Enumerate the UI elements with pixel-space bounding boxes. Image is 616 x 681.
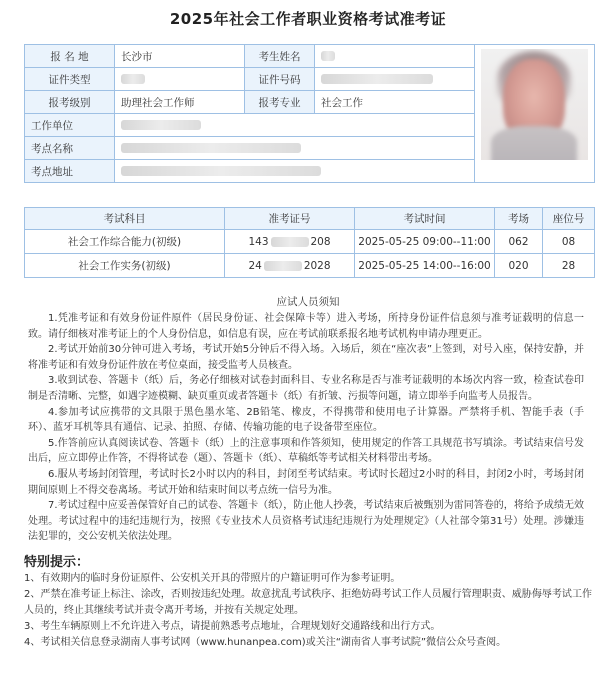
label-candidate-name: 考生姓名 [245, 45, 315, 68]
label-employer: 工作单位 [25, 114, 115, 137]
special-hints-title: 特别提示： [24, 555, 90, 570]
notice-item: 6.服从考场封闭管理，考试时长2小时以内的科目，封闭至考试结束。考试时长超过2小时的科目，封闭2小时，考场封闭期间原则上不得交卷离场。考试开始和结束时间以考点统一信号为准。 [28, 468, 584, 496]
exam-time: 2025-05-25 14:00--16:00 [355, 254, 495, 278]
value-id-number-redacted [315, 68, 475, 91]
notice-item: 7.考试过程中应妥善保管好自己的试卷、答题卡（纸），防止他人抄袭，考试结束后被甄别为雷同答卷的，将给予成绩无效处理。考试过程中的违纪违规行为，按照《专业技术人员资格考试违纪违规行为处理规定》（人社部令第31号）处理。涉嫌违法犯罪的，交公安机关依法处理。 [28, 500, 584, 543]
exam-subjects-table [24, 207, 595, 278]
value-exam-level: 助理社会工作师 [115, 91, 245, 114]
notice-title: 应试人员须知 [276, 296, 340, 308]
notice-item: 1.凭准考证和有效身份证件原件（居民身份证、社会保障卡等）进入考场，所持身份证件信息须与准考证载明的信息一致。请仔细核对准考证上的个人身份信息，如信息有误，应在考试前联系报名地考试机构申请办理更正。 [28, 313, 584, 340]
label-id-type: 证件类型 [25, 68, 115, 91]
hint-item: 4、考试相关信息登录湖南人事考试网（www.hunanpea.com)或关注“湖南省人事考试院”微信公众号查阅。 [24, 637, 507, 648]
admission-number: 24 2028 [225, 254, 355, 278]
hint-item: 3、考生车辆原则上不允许进入考点，请提前熟悉考点地址，合理规划好交通路线和出行方式。 [24, 621, 441, 632]
value-test-center-address-redacted [115, 160, 475, 183]
candidate-photo [475, 45, 595, 183]
subject-name: 社会工作综合能力(初级) [25, 230, 225, 254]
value-exam-major: 社会工作 [315, 91, 475, 114]
header-admission-number: 准考证号 [225, 208, 355, 230]
exam-time: 2025-05-25 09:00--11:00 [355, 230, 495, 254]
info-row-registration [25, 45, 595, 68]
table-row [25, 254, 595, 278]
subjects-header-row [25, 208, 595, 230]
admission-number: 143 208 [225, 230, 355, 254]
value-candidate-name-redacted [315, 45, 475, 68]
seat-number: 08 [543, 230, 595, 254]
header-room: 考场 [495, 208, 543, 230]
label-test-center-name: 考点名称 [25, 137, 115, 160]
special-hints-list [24, 571, 592, 651]
label-registration-place: 报 名 地 [25, 45, 115, 68]
photo-blurred-portrait [481, 49, 588, 160]
notice-item: 4.参加考试应携带的文具限于黑色墨水笔、2B铅笔、橡皮，不得携带和使用电子计算器。严禁将手机、智能手表（手环）、蓝牙耳机等具有通信、记录、拍照、存储、传输功能的电子设备带至座位。 [28, 406, 584, 434]
hint-item: 2、严禁在准考证上标注、涂改，否则按违纪处理。故意扰乱考试秩序、拒绝妨碍考试工作人员履行管理职责、威胁侮辱考试工作人员的，终止其继续考试并责令离开考场，并按有关规定处理。 [24, 589, 592, 616]
notice-item: 2.考试开始前30分钟可进入考场，考试开始5分钟后不得入场。入场后，须在“座次表”上签到，对号入座，保持安静，并将准考证和有效身份证件放在考位桌面，接受监考人员核查。 [28, 344, 584, 371]
seat-number: 28 [543, 254, 595, 278]
header-subject: 考试科目 [25, 208, 225, 230]
notice-item: 3.收到试卷、答题卡（纸）后，务必仔细核对试卷封面科目、专业名称是否与准考证载明的本场次内容一致，检查试卷印制是否清晰、完整，如遇字迹模糊、缺页重页或者答题卡（纸）有折皱、污损等问题，请立即举手向监考人员报告。 [28, 375, 584, 402]
exam-room: 062 [495, 230, 543, 254]
label-exam-major: 报考专业 [245, 91, 315, 114]
value-registration-place: 长沙市 [115, 45, 245, 68]
page-title: 2025年社会工作者职业资格考试准考证 [169, 10, 447, 28]
notice-item: 5.作答前应认真阅读试卷、答题卡（纸）上的注意事项和作答须知，使用规定的作答工具规范书写填涂。考试结束信号发出后，应立即停止作答，不得将试卷（题）、答题卡（纸）、草稿纸等考试相关材料带出考场。 [28, 437, 584, 465]
hint-item: 1、有效期内的临时身份证原件、公安机关开具的带照片的户籍证明可作为参考证明。 [24, 573, 401, 584]
value-test-center-name-redacted [115, 137, 475, 160]
header-exam-time: 考试时间 [355, 208, 495, 230]
label-exam-level: 报考级别 [25, 91, 115, 114]
label-id-number: 证件号码 [245, 68, 315, 91]
subject-name: 社会工作实务(初级) [25, 254, 225, 278]
exam-room: 020 [495, 254, 543, 278]
value-employer-redacted [115, 114, 475, 137]
notice-list [28, 311, 584, 545]
label-test-center-address: 考点地址 [25, 160, 115, 183]
table-row [25, 230, 595, 254]
value-id-type-redacted [115, 68, 245, 91]
header-seat: 座位号 [543, 208, 595, 230]
candidate-info-table [24, 44, 595, 183]
